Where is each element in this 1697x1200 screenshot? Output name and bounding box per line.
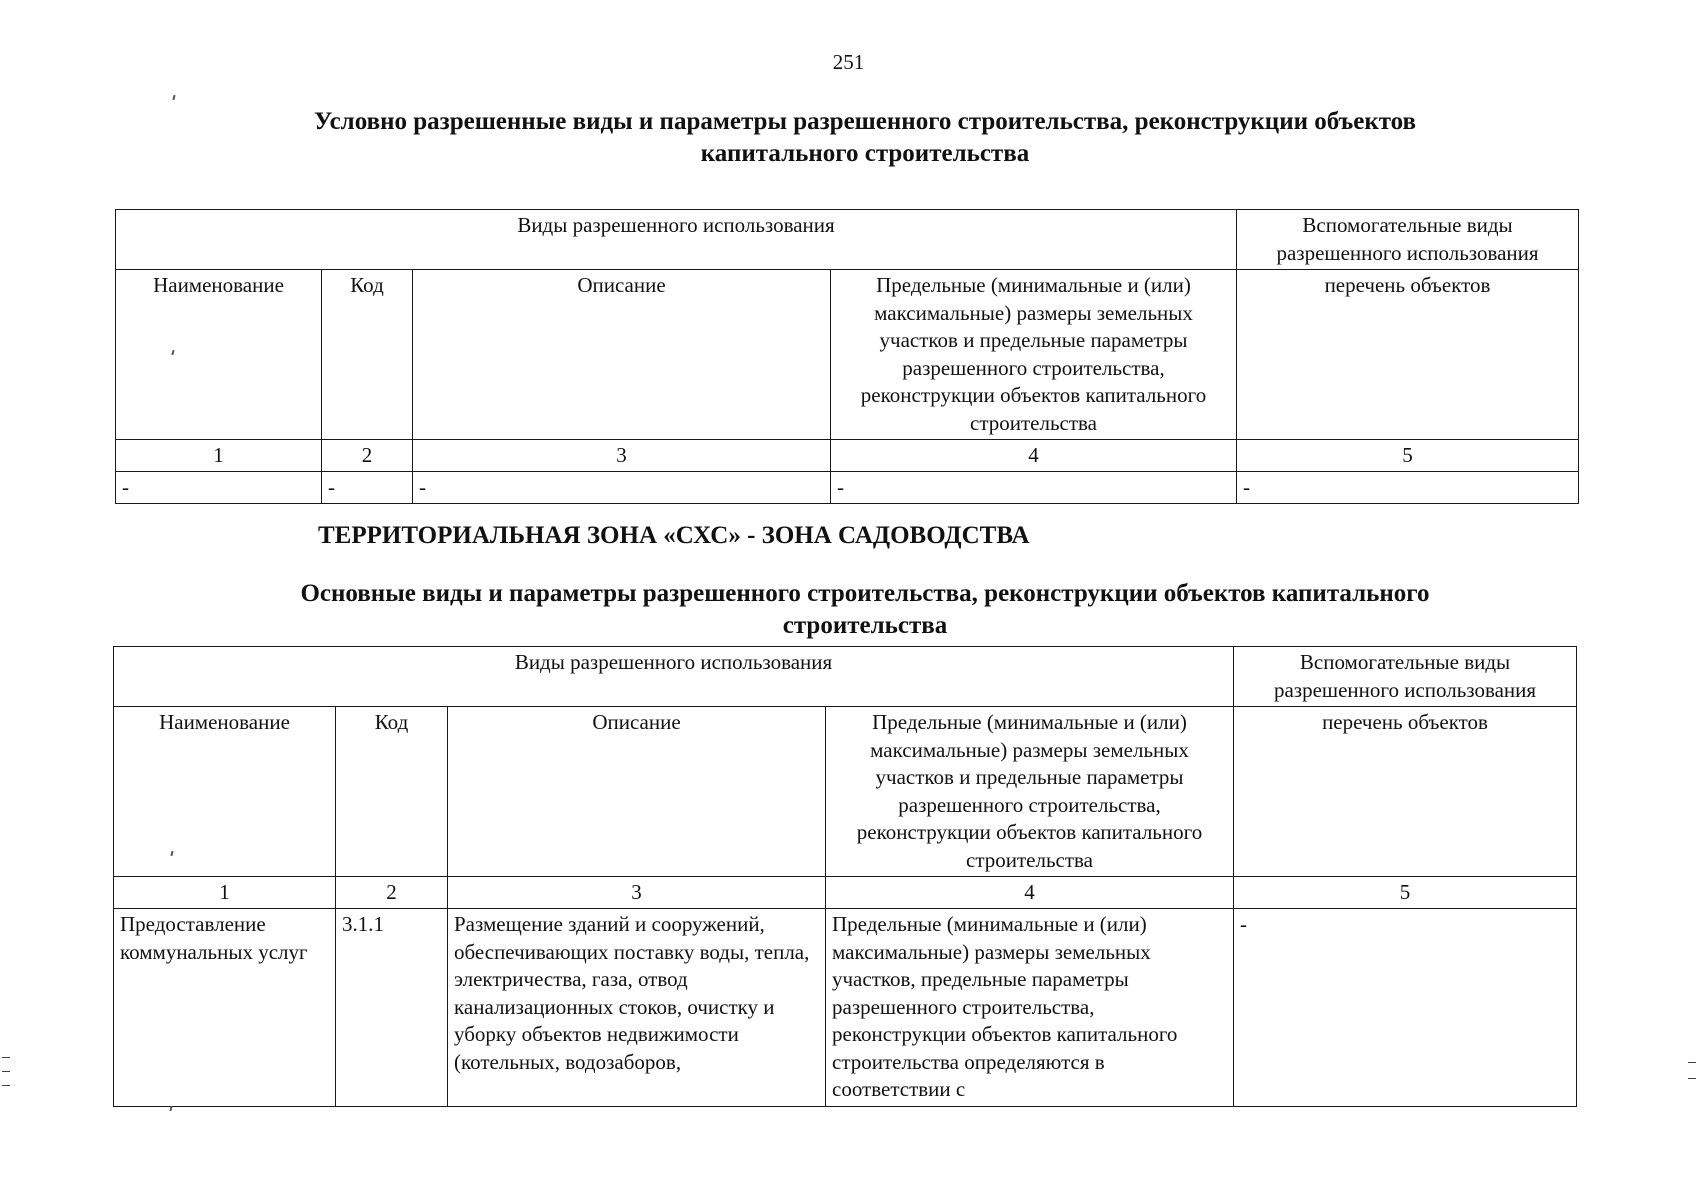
header-limits: Предельные (минимальные и (или) максимальные) размеры земельных участков и предельные параметры разрешенного строительства, реконструкции объектов капитального строительства <box>826 707 1234 877</box>
table-column-header-row <box>116 270 1579 440</box>
table-row <box>114 909 1577 1107</box>
header-code: Код <box>322 270 413 440</box>
column-number-row <box>114 877 1577 909</box>
cell-objects: - <box>1237 472 1579 504</box>
cell-objects: - <box>1234 909 1577 1107</box>
column-number: 4 <box>831 440 1237 472</box>
cell-limits: Предельные (минимальные и (или) максимальные) размеры земельных участков, предельные параметры разрешенного строительства, реконструкции объектов капитального строительства определяются в соответствии с <box>826 909 1234 1107</box>
table-row <box>116 472 1579 504</box>
scan-speck <box>172 95 175 100</box>
cell-code: 3.1.1 <box>336 909 448 1107</box>
column-number: 4 <box>826 877 1234 909</box>
conditional-uses-table <box>115 209 1579 504</box>
header-description: Описание <box>448 707 826 877</box>
section1-heading <box>160 106 1570 170</box>
section1-heading-line1: Условно разрешенные виды и параметры разрешенного строительства, реконструкции объектов <box>313 108 1417 135</box>
section2-heading-line1: Основные виды и параметры разрешенного строительства, реконструкции объектов капитального <box>300 580 1430 607</box>
cell-code: - <box>322 472 413 504</box>
cell-name: - <box>116 472 322 504</box>
header-description: Описание <box>413 270 831 440</box>
group-header-auxiliary-uses: Вспомогательные виды разрешенного использования <box>1237 210 1579 270</box>
scan-speck <box>169 1106 172 1111</box>
main-uses-table <box>113 646 1577 1107</box>
column-number: 2 <box>336 877 448 909</box>
header-name: Наименование <box>116 270 322 440</box>
scan-edge-mark <box>2 1085 10 1086</box>
column-number-row <box>116 440 1579 472</box>
group-header-permitted-uses: Виды разрешенного использования <box>116 210 1237 270</box>
column-number: 5 <box>1237 440 1579 472</box>
scan-edge-mark <box>1688 1078 1696 1079</box>
cell-name: Предоставление коммунальных услуг <box>114 909 336 1107</box>
cell-description: Размещение зданий и сооружений, обеспечивающих поставку воды, тепла, электричества, газа, отвод канализационных стоков, очистку и уборку объектов недвижимости (котельных, водозаборов, <box>448 909 826 1107</box>
column-number: 3 <box>448 877 826 909</box>
zone-title: ТЕРРИТОРИАЛЬНАЯ ЗОНА «СХС» - ЗОНА САДОВОДСТВА <box>318 522 1030 549</box>
section1-heading-line2: капитального строительства <box>700 140 1030 167</box>
cell-description: - <box>413 472 831 504</box>
group-header-auxiliary-uses: Вспомогательные виды разрешенного использования <box>1234 647 1577 707</box>
group-header-permitted-uses: Виды разрешенного использования <box>114 647 1234 707</box>
section2-heading-line2: строительства <box>782 612 948 639</box>
header-objects: перечень объектов <box>1237 270 1579 440</box>
table-column-header-row <box>114 707 1577 877</box>
page-number: 251 <box>832 50 865 74</box>
scan-edge-mark <box>2 1071 10 1072</box>
column-number: 3 <box>413 440 831 472</box>
scan-edge-mark <box>2 1057 10 1058</box>
section2-heading <box>160 578 1570 642</box>
table-group-header-row <box>114 647 1577 707</box>
header-code: Код <box>336 707 448 877</box>
column-number: 1 <box>114 877 336 909</box>
header-limits: Предельные (минимальные и (или) максимальные) размеры земельных участков и предельные параметры разрешенного строительства, реконструкции объектов капитального строительства <box>831 270 1237 440</box>
column-number: 2 <box>322 440 413 472</box>
scan-edge-mark <box>1688 1062 1696 1063</box>
header-objects: перечень объектов <box>1234 707 1577 877</box>
header-name: Наименование <box>114 707 336 877</box>
cell-limits: - <box>831 472 1237 504</box>
column-number: 5 <box>1234 877 1577 909</box>
table-group-header-row <box>116 210 1579 270</box>
column-number: 1 <box>116 440 322 472</box>
